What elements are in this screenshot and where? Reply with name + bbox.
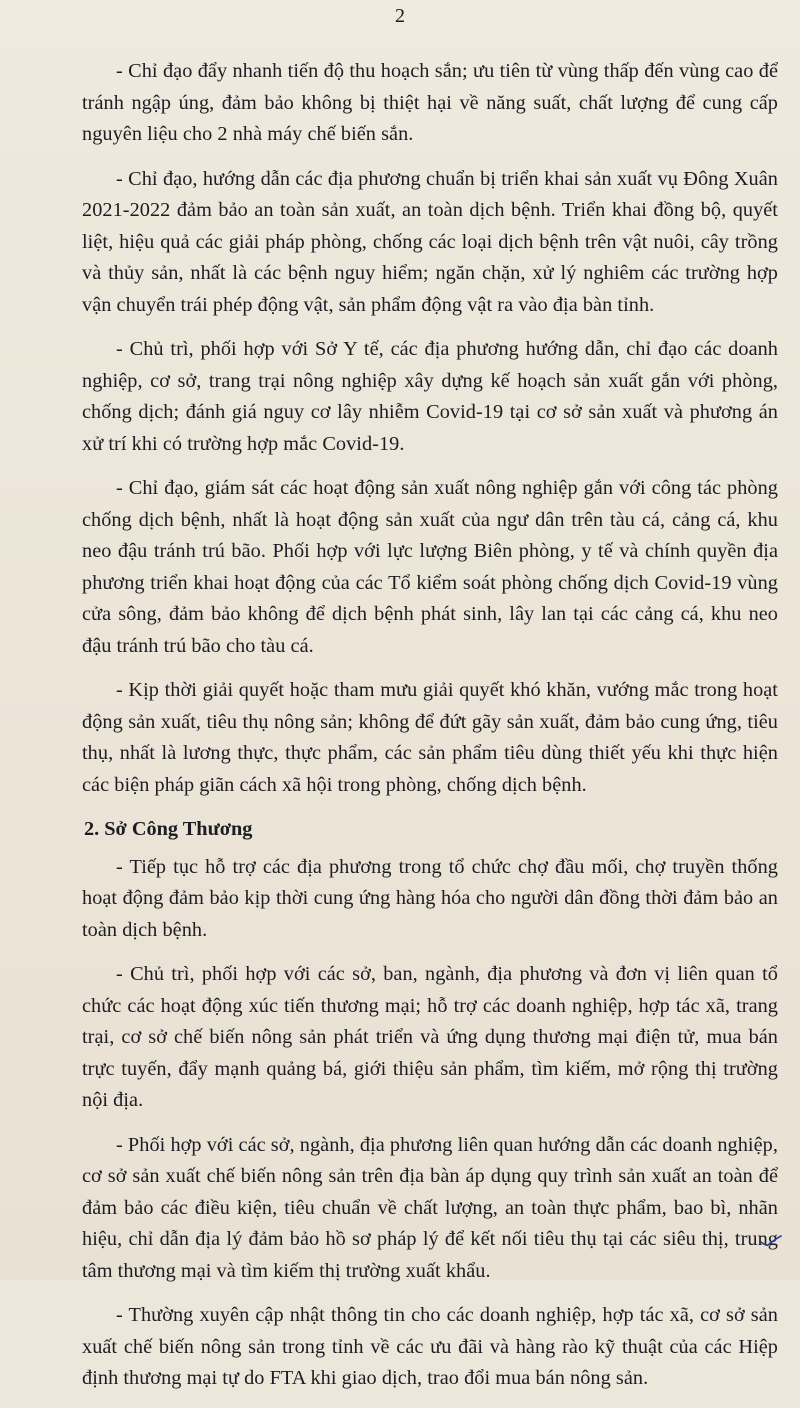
page-number: 2 — [395, 5, 405, 27]
paragraph-health-coordination: - Chủ trì, phối hợp với Sở Y tế, các địa phương hướng dẫn, chỉ đạo các doanh nghiệp, cơ sở, trang trại nông nghiệp xây dựng kế hoạch sản xuất gắn với phòng, chống dịch; đánh giá nguy cơ lây nhiễm Covid-19 tại cơ sở sản xuất và phương án xử trí khi có trường hợp mắc Covid-19. — [82, 338, 778, 455]
paragraph-winter-spring-crop: - Chỉ đạo, hướng dẫn các địa phương chuẩn bị triển khai sản xuất vụ Đông Xuân 2021-2022 đảm bảo an toàn sản xuất, an toàn dịch bệnh. Triển khai đồng bộ, quyết liệt, hiệu quả các giải pháp phòng, chống các loại dịch bệnh trên vật nuôi, cây trồng và thủy sản, nhất là các bệnh nguy hiểm; ngăn chặn, xử lý nghiêm các trường hợp vận chuyển trái phép động vật, sản phẩm động vật ra vào địa bàn tỉnh. — [82, 167, 778, 316]
section-heading: 2. Sở Công Thương — [84, 818, 253, 840]
document-body — [82, 56, 778, 1408]
paragraph-resolve-difficulties: - Kịp thời giải quyết hoặc tham mưu giải quyết khó khăn, vướng mắc trong hoạt động sản xuất, tiêu thụ nông sản; không để đứt gãy sản xuất, đảm bảo cung ứng, tiêu thụ, nhất là lương thực, thực phẩm, các sản phẩm tiêu dùng thiết yếu khi thực hiện các biện pháp giãn cách xã hội trong phòng, chống dịch bệnh. — [82, 679, 778, 796]
paragraph-market-support: - Tiếp tục hỗ trợ các địa phương trong tổ chức chợ đầu mối, chợ truyền thống hoạt động đảm bảo kịp thời cung ứng hàng hóa cho người dân đồng thời đảm bảo an toàn dịch bệnh. — [82, 855, 778, 941]
paragraph-cassava-harvest: - Chỉ đạo đẩy nhanh tiến độ thu hoạch sắn; ưu tiên từ vùng thấp đến vùng cao để tránh ngập úng, đảm bảo không bị thiệt hại về năng suất, chất lượng để cung cấp nguyên liệu cho 2 nhà máy chế biến sắn. — [82, 60, 778, 145]
paragraph-food-safety: - Phối hợp với các sở, ngành, địa phương liên quan hướng dẫn các doanh nghiệp, cơ sở sản xuất chế biến nông sản trên địa bàn áp dụng quy trình sản xuất an toàn để đảm bảo các điều kiện, tiêu chuẩn về chất lượng, an toàn thực phẩm, bao bì, nhãn hiệu, chỉ dẫn địa lý đảm bảo hồ sơ pháp lý để kết nối tiêu thụ tại các siêu thị, trung tâm thương mại và tìm kiếm thị trường xuất khẩu. — [82, 1133, 778, 1282]
paragraph-fishery-supervision: - Chỉ đạo, giám sát các hoạt động sản xuất nông nghiệp gắn với công tác phòng chống dịch bệnh, nhất là hoạt động sản xuất của ngư dân trên tàu cá, cảng cá, khu neo đậu tránh trú bão. Phối hợp với lực lượng Biên phòng, y tế và chính quyền địa phương triển khai hoạt động của các Tổ kiểm soát phòng chống dịch Covid-19 vùng cửa sông, đảm bảo không để dịch bệnh phát sinh, lây lan tại các cảng cá, khu neo đậu tránh trú bão cho tàu cá. — [82, 477, 778, 657]
paragraph-trade-promotion: - Chủ trì, phối hợp với các sở, ban, ngành, địa phương và đơn vị liên quan tổ chức các hoạt động xúc tiến thương mại; hỗ trợ các doanh nghiệp, hợp tác xã, trang trại, cơ sở chế biến nông sản phát triển và ứng dụng thương mại điện tử, mua bán trực tuyến, đẩy mạnh quảng bá, giới thiệu sản phẩm, tìm kiếm, mở rộng thị trường nội địa. — [82, 963, 778, 1111]
paragraph-fta-information: - Thường xuyên cập nhật thông tin cho các doanh nghiệp, hợp tác xã, cơ sở sản xuất chế biến nông sản trong tỉnh về các ưu đãi và hàng rào kỹ thuật của các Hiệp định thương mại tự do FTA khi giao dịch, trao đổi mua bán nông sản. — [82, 1304, 778, 1389]
pen-tick-mark — [760, 1234, 782, 1248]
